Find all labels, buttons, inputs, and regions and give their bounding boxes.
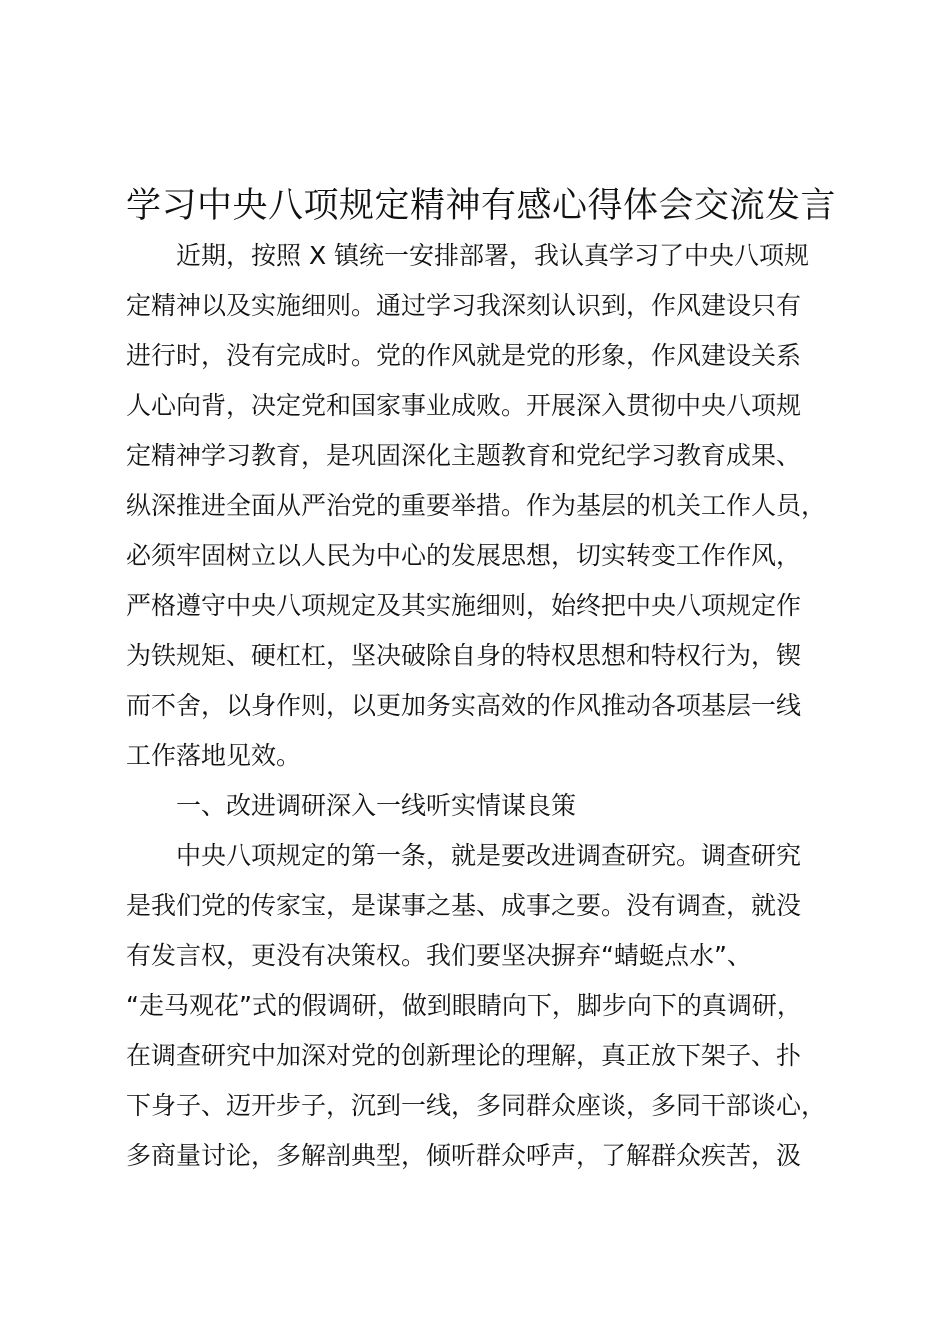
paragraph-line: 在调查研究中加深对党的创新理论的理解，真正放下架子、扑 xyxy=(126,1041,802,1070)
paragraph-line: 中央八项规定的第一条，就是要改进调查研究。调查研究 xyxy=(126,841,802,870)
paragraph-line: 人心向背，决定党和国家事业成败。开展深入贯彻中央八项规 xyxy=(126,391,802,420)
section-heading: 一、改进调研深入一线听实情谋良策 xyxy=(126,791,577,820)
paragraph-line: 纵深推进全面从严治党的重要举措。作为基层的机关工作人员， xyxy=(126,491,827,520)
paragraph-line: 为铁规矩、硬杠杠，坚决破除自身的特权思想和特权行为，锲 xyxy=(126,641,802,670)
paragraph-line: 而不舍，以身作则，以更加务实高效的作风推动各项基层一线 xyxy=(126,691,802,720)
paragraph-line: 必须牢固树立以人民为中心的发展思想，切实转变工作作风， xyxy=(126,541,802,570)
paragraph-line: 定精神以及实施细则。通过学习我深刻认识到，作风建设只有 xyxy=(126,291,802,320)
paragraph-line: 定精神学习教育，是巩固深化主题教育和党纪学习教育成果、 xyxy=(126,441,802,470)
paragraph-line: 近期，按照 X 镇统一安排部署，我认真学习了中央八项规 xyxy=(126,241,810,270)
paragraph-line: 进行时，没有完成时。党的作风就是党的形象，作风建设关系 xyxy=(126,341,802,370)
paragraph-line: 下身子、迈开步子，沉到一线，多同群众座谈，多同干部谈心， xyxy=(126,1091,827,1120)
paragraph-line: 工作落地见效。 xyxy=(126,741,302,770)
paragraph-line: 多商量讨论，多解剖典型，倾听群众呼声，了解群众疾苦，汲 xyxy=(126,1141,802,1170)
paragraph-line: 严格遵守中央八项规定及其实施细则，始终把中央八项规定作 xyxy=(126,591,802,620)
paragraph-line: “走马观花”式的假调研，做到眼睛向下，脚步向下的真调研， xyxy=(126,991,802,1020)
paragraph-line: 是我们党的传家宝，是谋事之基、成事之要。没有调查，就没 xyxy=(126,891,802,920)
document-body xyxy=(126,231,866,1181)
document-title: 学习中央八项规定精神有感心得体会交流发言 xyxy=(126,186,837,226)
paragraph-line: 有发言权，更没有决策权。我们要坚决摒弃“蜻蜓点水”、 xyxy=(126,941,752,970)
